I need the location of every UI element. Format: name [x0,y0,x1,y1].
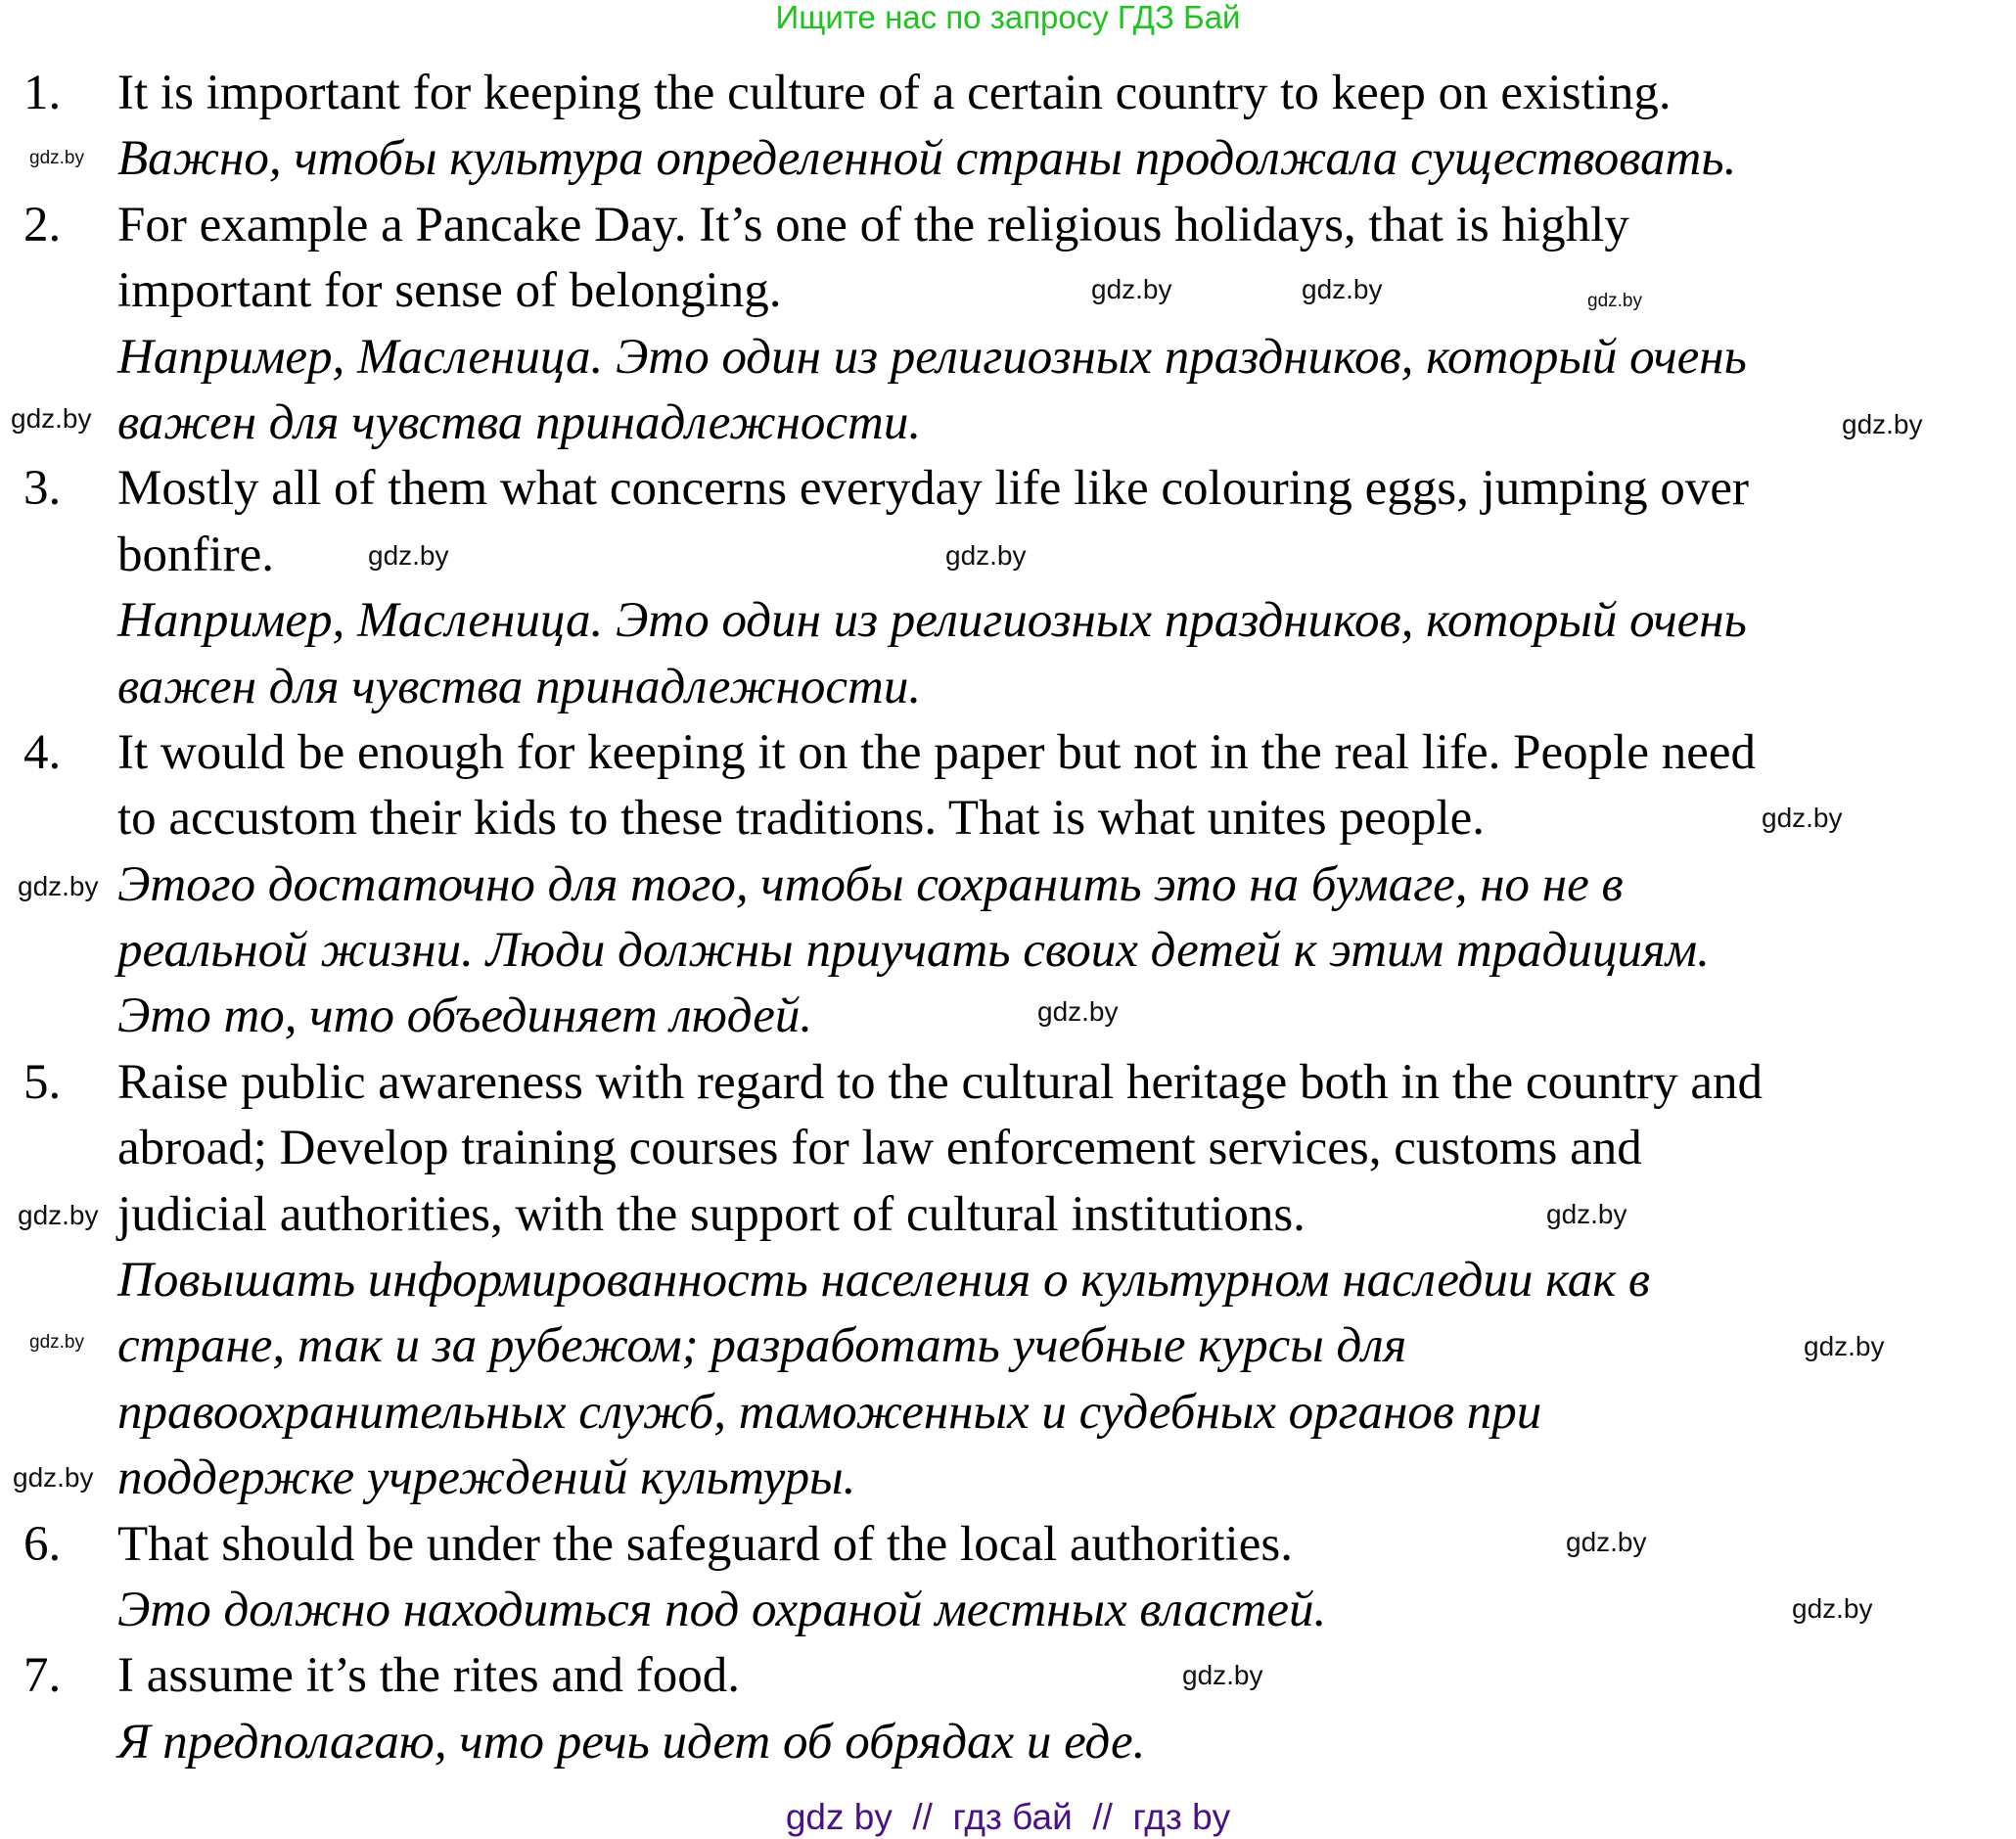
line-text: It would be enough for keeping it on the paper but not in the real life. People need [117,724,1757,780]
watermark: gdz.by [29,1332,84,1353]
answer-line [0,258,2016,324]
watermark: gdz.by [1792,1593,1873,1624]
watermark: gdz.by [13,1462,94,1493]
item-number: 1. [23,66,62,120]
answer-line [0,1182,2016,1248]
line-text: judicial authorities, with the support of cultural institutions. [117,1186,1306,1242]
watermark: gdz.by [18,1200,99,1230]
line-text: Этого достаточно для того, чтобы сохранить это на бумаге, но не в [117,856,1624,912]
answer-line [0,720,2016,786]
watermark: gdz.by [1566,1527,1647,1557]
line-text: bonfire. [117,527,275,582]
line-text: поддержке учреждений культуры. [117,1450,856,1506]
answer-line [0,1643,2016,1709]
line-text: important for sense of belonging. [117,263,782,319]
line-text: реальной жизни. Люди должны приучать своих детей к этим традициям. [117,923,1710,979]
answers-list [0,61,2016,1775]
line-text: Raise public awareness with regard to the cultural heritage both in the country and [117,1054,1764,1110]
translation-line [0,1380,2016,1446]
line-text: I assume it’s the rites and food. [117,1648,740,1704]
line-text: That should be under the safeguard of the local authorities. [117,1516,1293,1572]
watermark: gdz.by [11,403,92,434]
line-text: It is important for keeping the culture of a certain country to keep on existing. [117,66,1672,120]
watermark: gdz.by [1546,1199,1627,1229]
translation-line [0,655,2016,720]
search-hint-banner: Ищите нас по запросу ГДЗ Бай [775,0,1241,35]
answer-line [0,786,2016,851]
watermark: gdz.by [1762,803,1843,833]
watermark: gdz.by [945,540,1027,571]
translation-line [0,1578,2016,1643]
translation-line [0,852,2016,918]
footer-links: gdz by // гдз бай // гдз by [785,1797,1231,1837]
watermark: gdz.by [1182,1660,1263,1690]
watermark: gdz.by [1804,1331,1885,1361]
watermark: gdz.by [1842,409,1923,439]
item-number: 4. [23,724,62,780]
translation-line [0,588,2016,654]
answer-line [0,1116,2016,1181]
translation-line [0,126,2016,192]
translation-line [0,984,2016,1049]
answer-line [0,1050,2016,1116]
translation-line [0,1710,2016,1775]
line-text: abroad; Develop training courses for law enforcement services, customs and [117,1121,1642,1176]
item-number: 5. [23,1054,62,1110]
line-text: Mostly all of them what concerns everyday life like colouring eggs, jumping over [117,461,1749,517]
answer-line [0,61,2016,126]
watermark: gdz.by [368,540,449,571]
translation-line [0,1248,2016,1313]
line-text: Это должно находиться под охраной местных властей. [117,1582,1327,1637]
translation-line [0,391,2016,456]
watermark: gdz.by [1587,291,1642,311]
item-number: 7. [23,1648,62,1704]
watermark: gdz.by [1091,274,1172,304]
answer-line [0,193,2016,258]
line-text: to accustom their kids to these traditions. That is what unites people. [117,791,1486,847]
translation-line [0,1313,2016,1379]
line-text: Например, Масленица. Это один из религиозных праздников, который очень [117,329,1747,385]
watermark: gdz.by [1302,274,1383,304]
line-text: Повышать информированность населения о культурном наследии как в [117,1253,1651,1309]
line-text: Это то, что объединяет людей. [117,988,813,1044]
line-text: важен для чувства принадлежности. [117,659,922,714]
line-text: Например, Масленица. Это один из религиозных праздников, который очень [117,593,1747,649]
answer-line [0,456,2016,522]
answer-line [0,1512,2016,1578]
line-text: важен для чувства принадлежности. [117,394,922,450]
item-number: 2. [23,197,62,253]
line-text: Важно, чтобы культура определенной страны продолжала существовать. [117,131,1737,187]
item-number: 6. [23,1516,62,1572]
watermark: gdz.by [29,148,84,168]
watermark: gdz.by [18,871,99,901]
line-text: Я предполагаю, что речь идет об обрядах и еде. [117,1714,1146,1770]
line-text: правоохранительных служб, таможенных и судебных органов при [117,1384,1542,1440]
watermark: gdz.by [1037,996,1119,1027]
translation-line [0,918,2016,984]
translation-line [0,325,2016,391]
translation-line [0,1446,2016,1511]
line-text: стране, так и за рубежом; разработать учебные курсы для [117,1318,1407,1374]
item-number: 3. [23,461,62,517]
line-text: For example a Pancake Day. It’s one of the religious holidays, that is highly [117,197,1629,253]
